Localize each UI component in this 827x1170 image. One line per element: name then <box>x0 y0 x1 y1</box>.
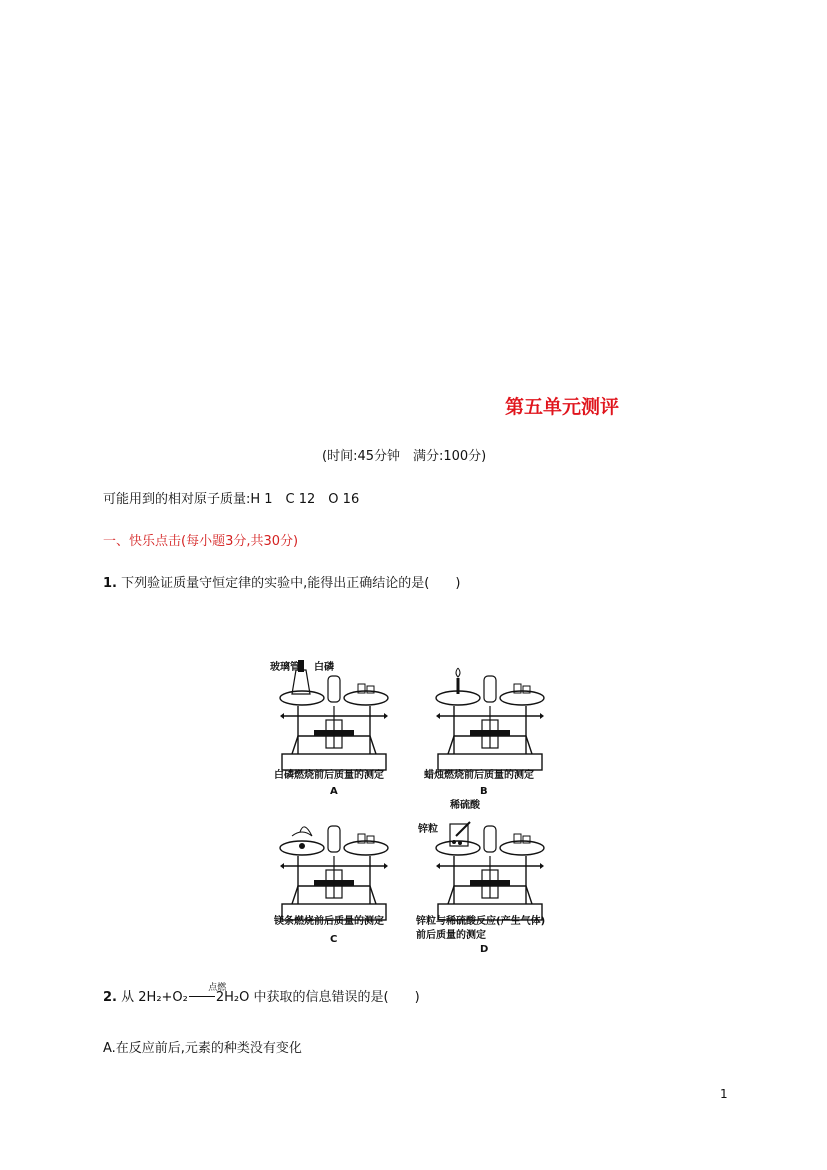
caption-b: 蜡烛燃烧前后质量的测定 <box>424 770 534 781</box>
question-1-text: 下列验证质量守恒定律的实验中,能得出正确结论的是( ) <box>121 576 461 591</box>
question-2-number: 2. <box>103 990 117 1005</box>
balance-d-diagram <box>436 822 544 920</box>
letter-d: D <box>480 944 489 955</box>
section-heading: 一、快乐点击(每小题3分,共30分) <box>103 534 299 549</box>
caption-d-line2: 前后质量的测定 <box>416 930 486 941</box>
question-2 <box>103 983 420 1005</box>
label-white-phosphorus: 白磷 <box>314 662 334 673</box>
balance-a-diagram <box>280 660 388 770</box>
question-1-number: 1. <box>103 576 117 591</box>
exam-time-info: (时间:45分钟 满分:100分) <box>322 449 487 464</box>
reaction-condition: 点燃 <box>208 983 227 993</box>
equation-product: 2H₂O <box>215 990 250 1005</box>
label-glass-tube: 玻璃管 <box>270 662 300 673</box>
atomic-mass-note: 可能用到的相对原子质量:H 1 C 12 O 16 <box>103 492 360 507</box>
balance-c-diagram <box>280 826 388 920</box>
letter-b: B <box>480 786 488 797</box>
balance-b-diagram <box>436 668 544 770</box>
chemical-equation <box>138 983 250 1005</box>
page-title: 第五单元测评 <box>505 396 620 418</box>
question-2-suffix: 中获取的信息错误的是( ) <box>253 990 420 1005</box>
page-number: 1 <box>720 1087 728 1101</box>
caption-a: 白磷燃烧前后质量的测定 <box>274 770 384 781</box>
label-zinc-granules: 锌粒 <box>418 824 438 835</box>
caption-d-line1: 锌粒与稀硫酸反应(产生气体) <box>416 916 546 927</box>
caption-c: 镁条燃烧前后质量的测定 <box>274 916 384 927</box>
balance-experiments-figure <box>262 648 562 958</box>
label-dilute-sulfuric-acid: 稀硫酸 <box>450 800 480 811</box>
question-2-prefix: 从 <box>121 990 135 1005</box>
option-a: A.在反应前后,元素的种类没有变化 <box>103 1041 302 1056</box>
question-1 <box>103 572 460 591</box>
equation-reactants: 2H₂+O₂ <box>138 990 188 1005</box>
letter-a: A <box>330 786 338 797</box>
letter-c: C <box>330 934 338 945</box>
